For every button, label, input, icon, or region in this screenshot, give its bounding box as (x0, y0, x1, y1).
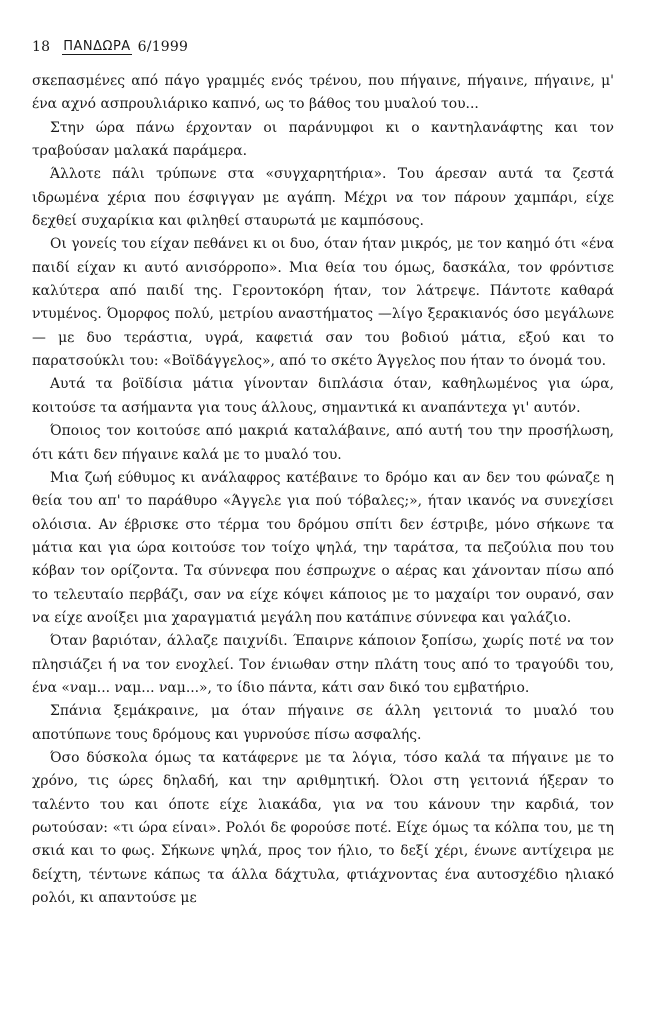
paragraph-10: Όσο δύσκολα όμως τα κατάφερνε με τα λόγια, τόσο καλά τα πήγαινε με το χρόνο, τις ώρες δηλαδή, και την αριθμητική. Όλοι στη γειτονιά ήξεραν το ταλέντο του και όποτε είχε λιακάδα, για να του κάνουν την καρδιά, τον ρωτούσαν: «τι ώρα είναι». Ρολόι δε φορούσε ποτέ. Είχε όμως τα κόλπα του, με τη σκιά και το φως. Σήκωνε ψηλά, προς τον ήλιο, το δεξί χέρι, ένωνε αντίχειρα με δείχτη, τέντωνε κάπως τα άλλα δάχτυλα, φτιάχνοντας ένα αυτοσχέδιο ηλιακό ρολόι, κι απαντούσε με (32, 749, 614, 907)
paragraph-2: Στην ώρα πάνω έρχονταν οι παράνυμφοι κι ο καντηλανάφτης και τον τραβούσαν μαλακά παράμερα. (32, 119, 614, 160)
paragraph-6: Όποιος τον κοιτούσε από μακριά καταλάβαινε, από αυτή του την προσήλωση, ότι κάτι δεν πήγαινε καλά με το μυαλό του. (32, 423, 614, 463)
paragraph-8: Όταν βαριόταν, άλλαζε παιχνίδι. Έπαιρνε κάποιον ξοπίσω, χωρίς ποτέ να τον πλησιάζει ή να τον ενοχλεί. Τον ένιωθαν στην πλάτη τους από το τραγούδι του, ένα «ναμ... ναμ... ναμ...», το ίδιο πάντα, κάτι σαν δικό του εμβατήριο. (32, 633, 614, 696)
paragraph-9: Σπάνια ξεμάκραινε, μα όταν πήγαινε σε άλλη γειτονιά το μυαλό του αποτύπωνε τους δρόμους και γυρνούσε πίσω ασφαλής. (32, 703, 614, 743)
magazine-logo: ΠΑΝΔΩΡΑ (63, 38, 131, 54)
paragraph-7: Μια ζωή εύθυμος κι ανάλαφρος κατέβαινε το δρόμο και αν δεν του φώναζε η θεία του απ' το παράθυρο «Άγγελε για πού τόβαλες;», ήταν ικανός να συνεχίσει ολόισια. Αν έβρισκε στο τέρμα του δρόμου σπίτι δεν έστριβε, μόνο σήκωνε τα μάτια και για ώρα κοιτούσε τον τοίχο ψηλά, την ταράτσα, τα πεζούλια που του κόβαν τον ορίζοντα. Τα σύννεφα που έσπρωχνε ο αέρας και χάνονταν πίσω από το τελευταίο περβάζι, σαν να είχε κόψει κάποιος με το μαχαίρι τον ουρανό, σαν να είχε ανοίξει μια χαραγματιά μεγάλη που κατάπινε σύννεφα και γαλάζιο. (32, 469, 614, 626)
paragraph-4: Οι γονείς του είχαν πεθάνει κι οι δυο, όταν ήταν μικρός, με τον καημό ότι «ένα παιδί είχαν κι αυτό ανισόρροπο». Μια θεία του όμως, δασκάλα, τον φρόντισε καλύτερα από παιδί της. Γεροντοκόρη ήταν, τον λάτρεψε. Πάντοτε καθαρά ντυμένος. Όμορφος πολύ, μετρίου αναστήματος —λίγο ξερακιανός όσο μεγάλωνε— με δυο τεράστια, υγρά, καφετιά σαν του βοδιού μάτια, εξού και το παρατσούκλι του: «Βοϊδάγγελος», από το σκέτο Άγγελος που ήταν το όνομά του. (32, 236, 614, 370)
paragraph-3: Άλλοτε πάλι τρύπωνε στα «συγχαρητήρια». Του άρεσαν αυτά τα ζεστά ιδρωμένα χέρια που έσφιγγαν με αγάπη. Μέχρι να τον πάρουν χαμπάρι, είχε δεχθεί συχαρίκια και φιληθεί σταυρωτά με καμπόσους. (32, 166, 614, 230)
running-header (32, 36, 188, 58)
page-number: 18 (32, 39, 51, 55)
paragraph-1: σκεπασμένες από πάγο γραμμές ενός τρένου, που πήγαινε, πήγαινε, πήγαινε, μ' ένα αχνό ασπρουλιάρικο καπνό, ως το βάθος του μυαλού του... (32, 73, 614, 113)
paragraph-5: Αυτά τα βοϊδίσια μάτια γίνονταν διπλάσια όταν, καθηλωμένος για ώρα, κοιτούσε τα ασήμαντα για τους άλλους, σημαντικά κι αναπάντεχα γι' αυτόν. (32, 376, 614, 416)
issue-number: 6/1999 (137, 39, 189, 55)
article-body (32, 70, 614, 910)
